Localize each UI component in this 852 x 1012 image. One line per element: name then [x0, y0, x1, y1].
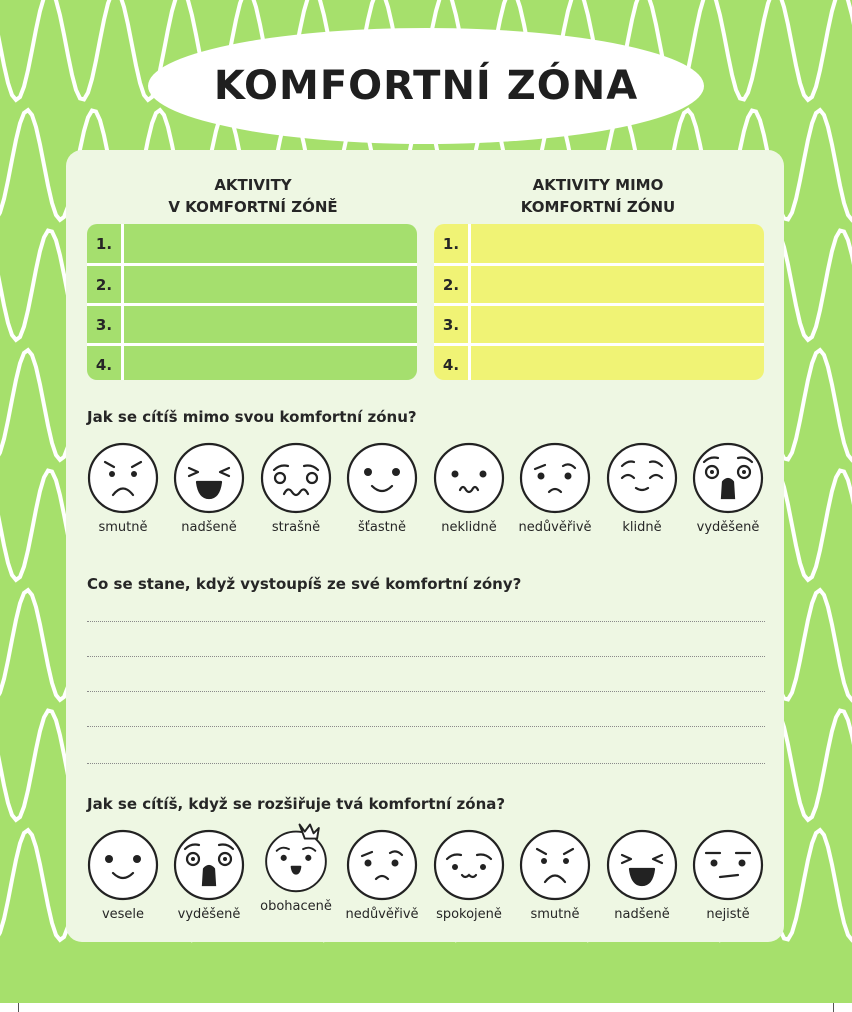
- table-row[interactable]: [87, 343, 417, 380]
- writing-line[interactable]: [87, 763, 765, 764]
- sad-face-icon: [519, 829, 591, 901]
- outside-column-heading: [438, 174, 758, 218]
- question-what-happens: Co se stane, když vystoupíš ze své komfortní zóny?: [87, 575, 522, 593]
- emotion-label: vesele: [101, 907, 145, 922]
- writing-line[interactable]: [87, 621, 765, 622]
- row-number: 1.: [434, 224, 471, 263]
- emotion-option[interactable]: [171, 829, 247, 922]
- table-row[interactable]: [434, 263, 764, 303]
- anxious-face-icon: [433, 442, 505, 514]
- emotion-label: obohaceně: [260, 899, 332, 914]
- row-number: 2.: [87, 266, 124, 303]
- outside-heading-line1: AKTIVITY MIMO: [532, 176, 664, 194]
- cheerful-face-icon: [87, 829, 159, 901]
- emotion-label: nedůvěřivě: [345, 907, 419, 922]
- emotion-label: šťastně: [358, 520, 406, 535]
- emotion-option[interactable]: [85, 829, 161, 922]
- crop-mark: [833, 1003, 834, 1012]
- row-number: 3.: [87, 306, 124, 343]
- comfort-heading-line2: V KOMFORTNÍ ZÓNĚ: [168, 198, 338, 216]
- emotion-option[interactable]: [431, 829, 507, 922]
- excited-face-icon: [173, 442, 245, 514]
- row-number: 2.: [434, 266, 471, 303]
- row-number: 4.: [434, 346, 471, 380]
- excited-face-icon: [606, 829, 678, 901]
- emotion-label: smutně: [98, 520, 148, 535]
- crop-mark: [18, 1003, 19, 1012]
- emotion-option[interactable]: [258, 829, 334, 914]
- happy-face-icon: [346, 442, 418, 514]
- calm-face-icon: [606, 442, 678, 514]
- comfort-column-heading: [93, 174, 413, 218]
- emotion-option[interactable]: [431, 442, 507, 535]
- table-row[interactable]: [87, 263, 417, 303]
- table-row[interactable]: [434, 224, 764, 263]
- table-row[interactable]: [434, 303, 764, 343]
- unsure-face-icon: [692, 829, 764, 901]
- page-title: KOMFORTNÍ ZÓNA: [213, 63, 639, 109]
- emotion-option[interactable]: [171, 442, 247, 535]
- emotion-label: nadšeně: [614, 907, 670, 922]
- comfort-activities-table: [87, 224, 417, 380]
- emotion-label: vyděšeně: [696, 520, 760, 535]
- emotion-option[interactable]: [517, 829, 593, 922]
- emotion-label: smutně: [530, 907, 580, 922]
- writing-line[interactable]: [87, 656, 765, 657]
- emotion-option[interactable]: [690, 442, 766, 535]
- emotion-option[interactable]: [604, 829, 680, 922]
- writing-line[interactable]: [87, 691, 765, 692]
- terrified-face-icon: [692, 442, 764, 514]
- table-row[interactable]: [87, 224, 417, 263]
- sad-face-icon: [87, 442, 159, 514]
- question-feelings-expanding: Jak se cítíš, když se rozšiřuje tvá komfortní zóna?: [87, 795, 506, 813]
- emotion-label: strašně: [271, 520, 321, 535]
- emotion-label: nedůvěřivě: [518, 520, 592, 535]
- emotion-label: neklidně: [441, 520, 497, 535]
- emotion-option[interactable]: [258, 442, 334, 535]
- row-number: 4.: [87, 346, 124, 380]
- emotion-option[interactable]: [344, 442, 420, 535]
- row-number: 1.: [87, 224, 124, 263]
- emotion-option[interactable]: [344, 829, 420, 922]
- emotion-option[interactable]: [604, 442, 680, 535]
- outside-heading-line2: KOMFORTNÍ ZÓNU: [520, 198, 676, 216]
- enriched-face-icon: [260, 821, 332, 893]
- emotion-label: spokojeně: [436, 907, 502, 922]
- emotion-option[interactable]: [517, 442, 593, 535]
- terrified-face-icon: [173, 829, 245, 901]
- emotion-label: nejistě: [706, 907, 750, 922]
- table-row[interactable]: [434, 343, 764, 380]
- table-row[interactable]: [87, 303, 417, 343]
- emotion-label: klidně: [622, 520, 662, 535]
- emotion-option[interactable]: [85, 442, 161, 535]
- outside-activities-table: [434, 224, 764, 380]
- writing-line[interactable]: [87, 726, 765, 727]
- emotion-option[interactable]: [690, 829, 766, 922]
- scared-face-icon: [260, 442, 332, 514]
- comfort-heading-line1: AKTIVITY: [214, 176, 292, 194]
- suspicious-face-icon: [346, 829, 418, 901]
- emotion-label: nadšeně: [181, 520, 237, 535]
- row-number: 3.: [434, 306, 471, 343]
- question-feelings-outside: Jak se cítíš mimo svou komfortní zónu?: [87, 408, 417, 426]
- content-face-icon: [433, 829, 505, 901]
- suspicious-face-icon: [519, 442, 591, 514]
- emotion-label: vyděšeně: [177, 907, 241, 922]
